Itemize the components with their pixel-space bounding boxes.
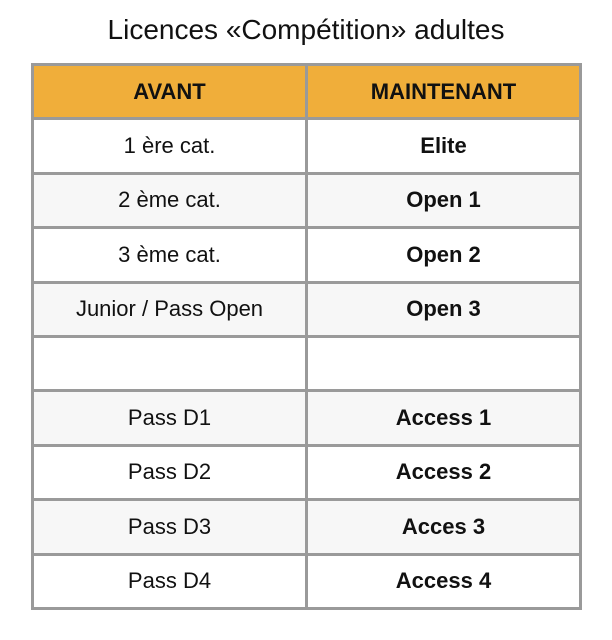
cell-avant-1: 1 ère cat.	[34, 120, 305, 171]
cell-maintenant-4: Open 3	[308, 284, 579, 335]
cell-avant-6: Pass D1	[34, 392, 305, 443]
cell-maintenant-3: Open 2	[308, 229, 579, 280]
cell-avant-8: Pass D3	[34, 501, 305, 552]
licence-table	[31, 63, 582, 610]
cell-avant-9: Pass D4	[34, 556, 305, 607]
header-avant: AVANT	[34, 66, 305, 117]
cell-maintenant-6: Access 1	[308, 392, 579, 443]
page-title: Licences «Compétition» adultes	[107, 14, 505, 45]
cell-maintenant-5	[308, 338, 579, 389]
cell-maintenant-1: Elite	[308, 120, 579, 171]
cell-avant-4: Junior / Pass Open	[34, 284, 305, 335]
header-maintenant: MAINTENANT	[308, 66, 579, 117]
cell-maintenant-2: Open 1	[308, 175, 579, 226]
cell-maintenant-8: Acces 3	[308, 501, 579, 552]
cell-avant-2: 2 ème cat.	[34, 175, 305, 226]
cell-avant-7: Pass D2	[34, 447, 305, 498]
cell-avant-3: 3 ème cat.	[34, 229, 305, 280]
cell-maintenant-7: Access 2	[308, 447, 579, 498]
cell-maintenant-9: Access 4	[308, 556, 579, 607]
cell-avant-5	[34, 338, 305, 389]
